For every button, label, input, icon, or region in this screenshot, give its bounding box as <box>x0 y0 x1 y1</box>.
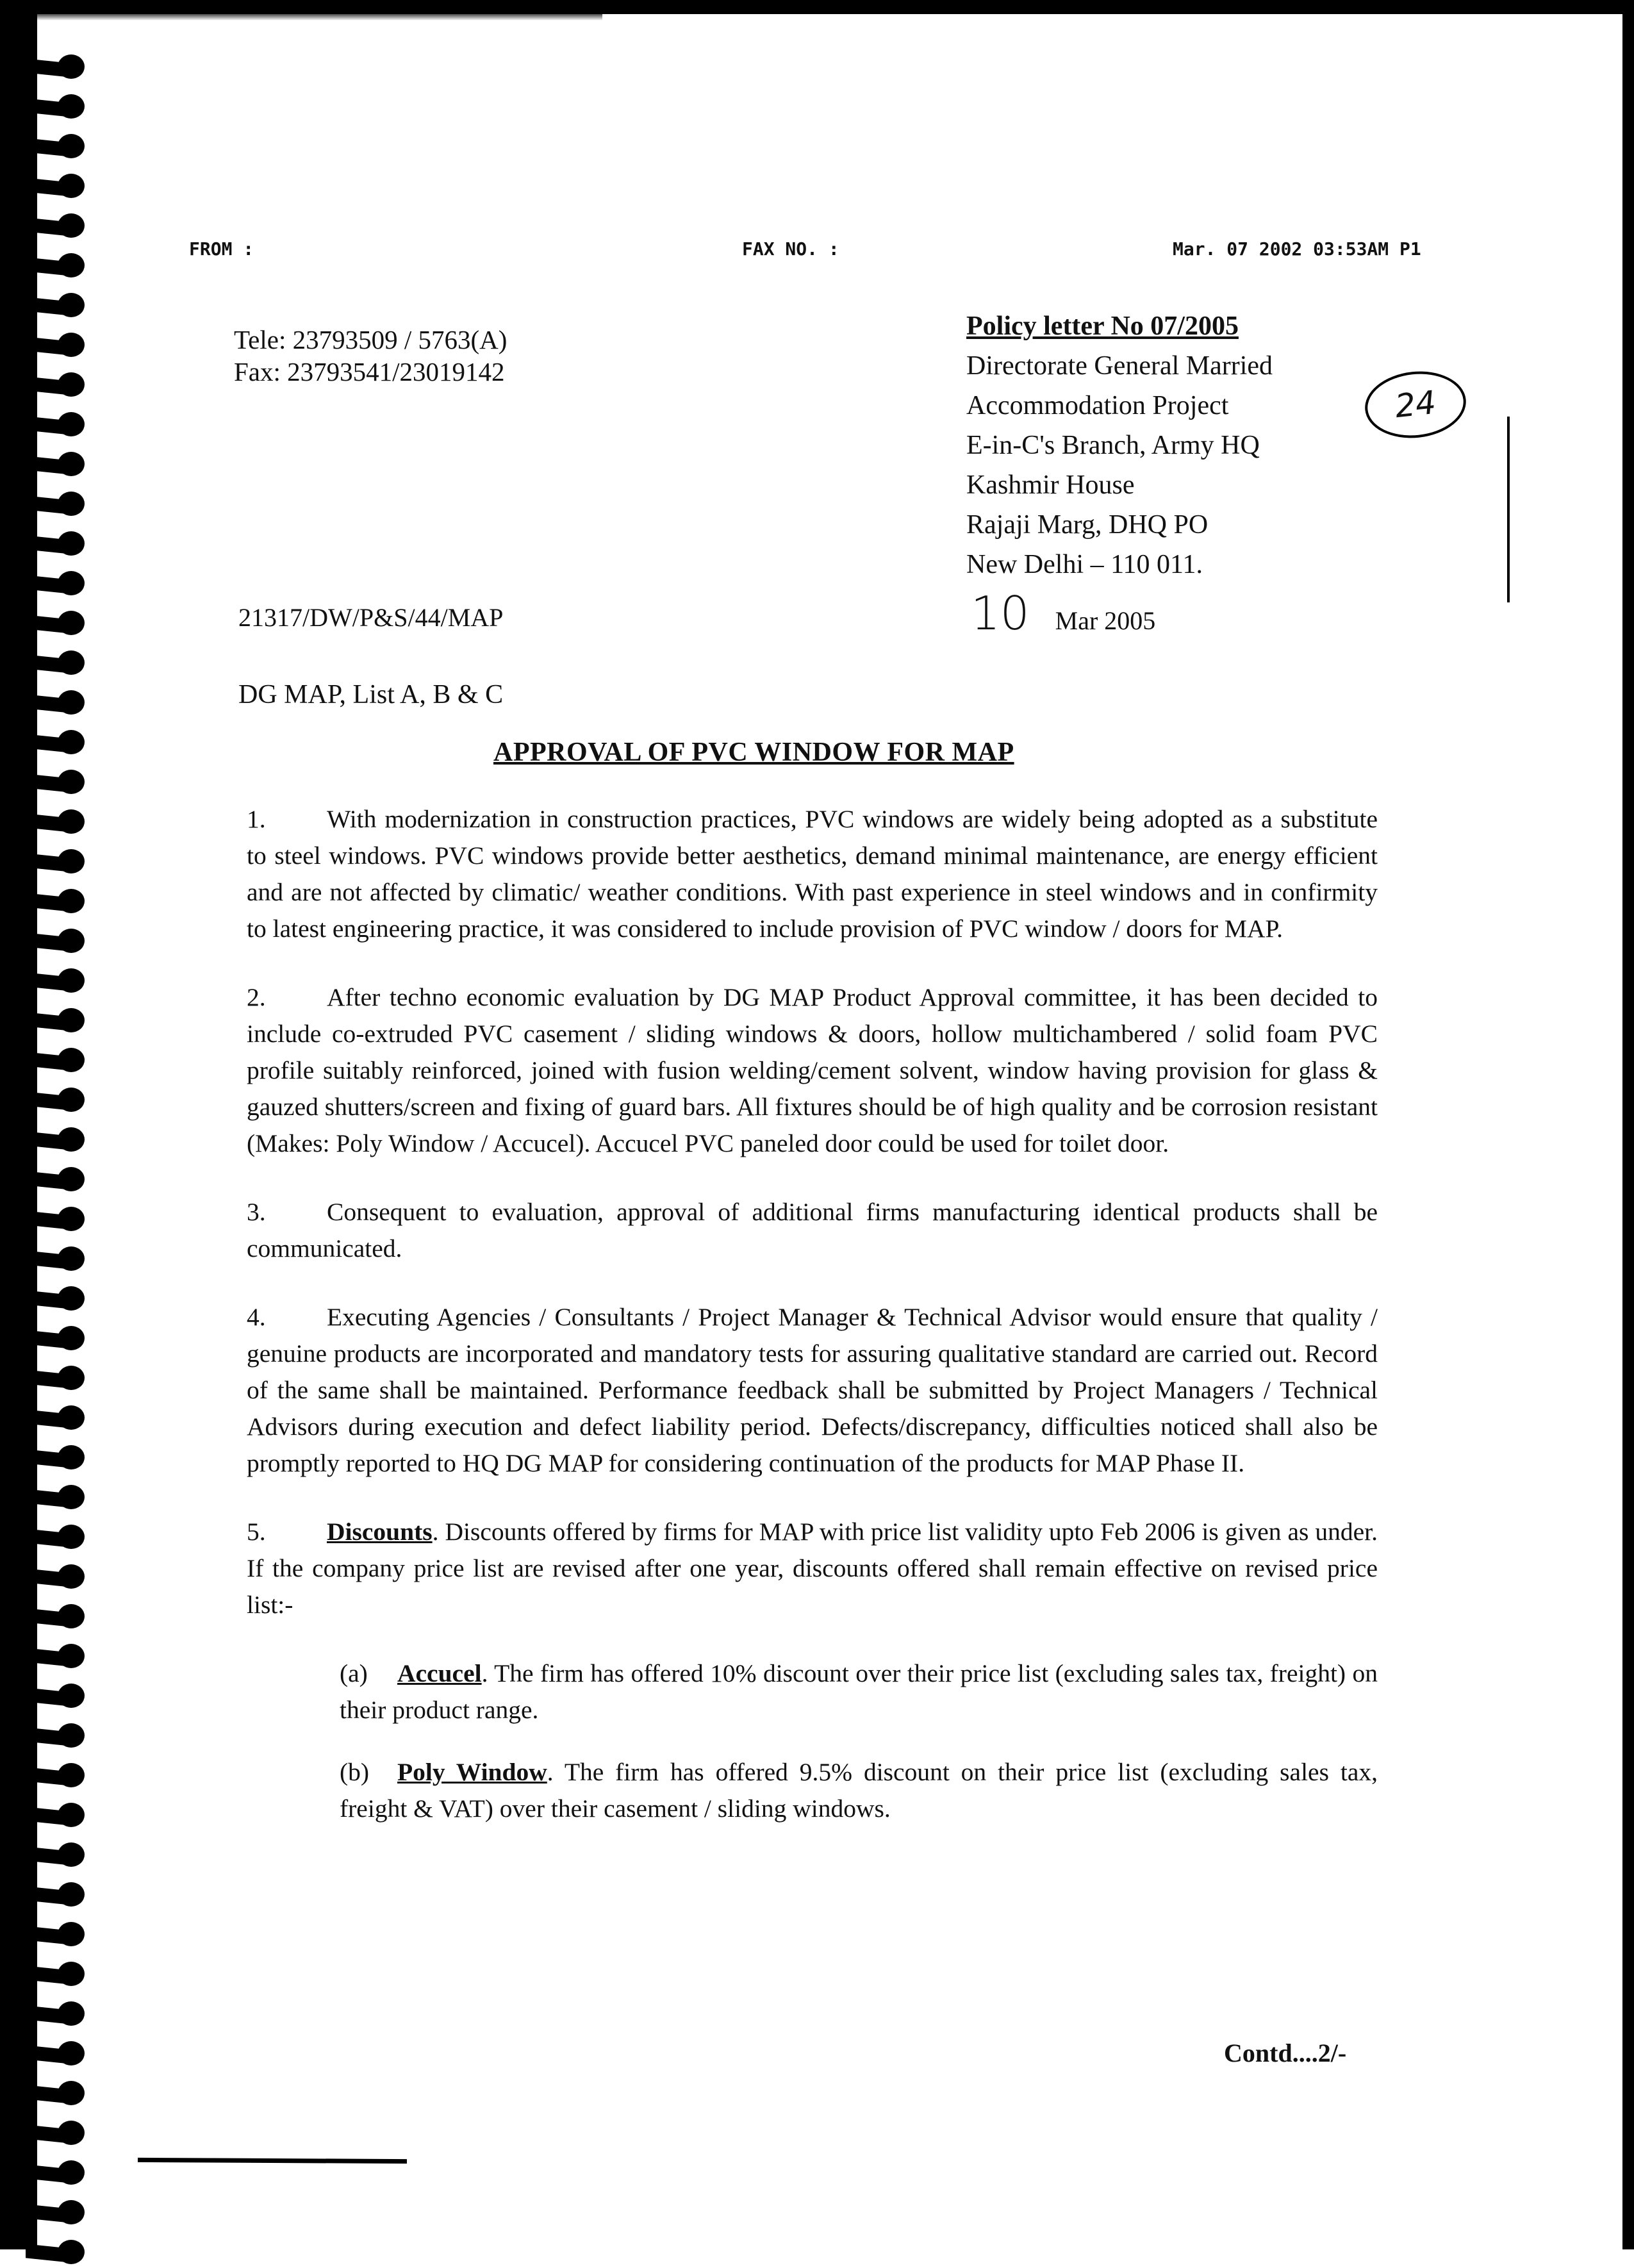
paragraph-number: 3. <box>247 1198 266 1226</box>
policy-letter-number: Policy letter No 07/2005 <box>966 311 1239 341</box>
binding-ring-knob <box>58 1803 85 1827</box>
paragraph-1 <box>247 801 1378 947</box>
binding-ring <box>26 1207 96 1235</box>
binding-ring <box>26 2081 96 2109</box>
binding-ring-knob <box>58 1922 85 1946</box>
binding-ring-knob <box>58 1564 85 1589</box>
paragraph-text: Consequent to evaluation, approval of additional firms manufacturing identical products shall be communicated. <box>247 1198 1378 1262</box>
paragraph-text: With modernization in construction practices, PVC windows are widely being adopted as a substitute to steel windows. PVC windows provide better aesthetics, demand minimal maintenance, are energy efficient and are not affected by climatic/ weather conditions. With past experience in steel windows and in confirmity to latest engineering practice, it was considered to include provision of PVC window / doors for MAP. <box>247 805 1378 943</box>
binding-ring-knob <box>58 213 85 238</box>
binding-ring-knob <box>58 770 85 794</box>
binding-ring-knob <box>58 1525 85 1549</box>
sub-item-b <box>340 1754 1378 1827</box>
distribution-list: DG MAP, List A, B & C <box>238 680 504 709</box>
binding-ring-knob <box>58 1962 85 1986</box>
binding-ring <box>26 1088 96 1116</box>
binding-ring-knob <box>58 531 85 556</box>
binding-ring-knob <box>58 54 85 79</box>
binding-ring-knob <box>58 94 85 119</box>
binding-ring <box>26 1048 96 1076</box>
binding-ring-knob <box>58 372 85 397</box>
binding-ring-knob <box>58 1763 85 1787</box>
binding-ring-knob <box>58 1405 85 1430</box>
paragraph-number: 2. <box>247 983 266 1011</box>
binding-ring <box>26 730 96 758</box>
binding-ring <box>26 809 96 838</box>
binding-ring-knob <box>58 2121 85 2145</box>
binding-ring <box>26 452 96 480</box>
binding-ring-knob <box>58 1882 85 1907</box>
binding-ring <box>26 1326 96 1354</box>
binding-ring <box>26 1803 96 1831</box>
footer-rule <box>138 2158 407 2164</box>
binding-ring-knob <box>58 1048 85 1072</box>
binding-ring <box>26 2041 96 2069</box>
binding-ring-knob <box>58 809 85 834</box>
scan-right-edge <box>1622 0 1634 2249</box>
binding-ring <box>26 889 96 917</box>
binding-ring-knob <box>58 2001 85 2026</box>
binding-ring <box>26 1286 96 1314</box>
binding-ring <box>26 2001 96 2030</box>
binding-ring <box>26 94 96 122</box>
sub-item-label: (a) <box>340 1659 368 1687</box>
binding-ring-knob <box>58 1008 85 1032</box>
binding-ring-knob <box>58 452 85 476</box>
binding-ring-knob <box>58 611 85 635</box>
address-line: Kashmir House <box>966 470 1135 500</box>
binding-ring <box>26 134 96 162</box>
binding-ring-knob <box>58 889 85 913</box>
binding-ring-knob <box>58 968 85 993</box>
binding-ring <box>26 770 96 798</box>
binding-ring <box>26 1723 96 1751</box>
paragraph-number: 1. <box>247 805 266 833</box>
binding-ring <box>26 531 96 559</box>
binding-ring <box>26 611 96 639</box>
binding-ring <box>26 492 96 520</box>
binding-ring <box>26 571 96 599</box>
binding-ring <box>26 2200 96 2228</box>
binding-ring-knob <box>58 1445 85 1469</box>
binding-ring <box>26 174 96 202</box>
binding-ring <box>26 293 96 321</box>
binding-ring <box>26 1962 96 1990</box>
paragraph-4 <box>247 1299 1378 1482</box>
fax-numbers: Fax: 23793541/23019142 <box>234 357 505 386</box>
binding-ring <box>26 1644 96 1672</box>
address-line: Accommodation Project <box>966 391 1229 420</box>
binding-ring <box>26 1763 96 1791</box>
binding-ring <box>26 1405 96 1434</box>
binding-ring <box>26 333 96 361</box>
binding-ring <box>26 1564 96 1593</box>
address-line: New Delhi – 110 011. <box>966 550 1203 579</box>
paragraph-text: After techno economic evaluation by DG MAP Product Approval committee, it has been decided to include co-extruded PVC casement / sliding windows & doors, hollow multichambered / solid foam PVC profile suitably reinforced, joined with fusion welding/cement solvent, window having provision for glass & gauzed shutters/screen and fixing of guard bars. All fixtures should be of high quality and be corrosion resistant (Makes: Poly Window / Accucel). Accucel PVC paneled door could be used for toilet door. <box>247 983 1378 1157</box>
letterhead <box>966 306 1273 584</box>
paragraph-3 <box>247 1194 1378 1267</box>
binding-ring-knob <box>58 929 85 953</box>
binding-ring <box>26 2121 96 2149</box>
paragraph-number: 4. <box>247 1303 266 1331</box>
binding-ring-knob <box>58 2200 85 2224</box>
binding-ring <box>26 929 96 957</box>
fax-header <box>0 238 1634 264</box>
fax-timestamp: Mar. 07 2002 03:53AM P1 <box>1173 238 1421 260</box>
binding-ring <box>26 2160 96 2189</box>
paragraph-heading: Discounts <box>327 1518 433 1546</box>
binding-ring-knob <box>58 1485 85 1509</box>
binding-ring <box>26 968 96 997</box>
address-line: Rajaji Marg, DHQ PO <box>966 510 1209 540</box>
handwritten-day: 10 <box>971 586 1030 640</box>
binding-ring-knob <box>58 293 85 317</box>
binding-ring-knob <box>58 1246 85 1271</box>
binding-ring-knob <box>58 174 85 198</box>
binding-ring <box>26 1127 96 1155</box>
sub-item-a <box>340 1655 1378 1728</box>
month-year: Mar 2005 <box>1055 606 1156 635</box>
binding-ring-knob <box>58 1286 85 1311</box>
letter-body <box>247 801 1378 1853</box>
binding-ring-knob <box>58 2041 85 2065</box>
binding-ring <box>26 1525 96 1553</box>
address-line: E-in-C's Branch, Army HQ <box>966 431 1260 460</box>
continued-marker: Contd....2/- <box>1224 2039 1347 2067</box>
fax-from-label: FROM : <box>189 238 254 260</box>
binding-ring <box>26 650 96 679</box>
sub-item-heading: Poly Window <box>397 1758 547 1786</box>
paragraph-text: . Discounts offered by firms for MAP with price list validity upto Feb 2006 is given as under. If the company price list are revised after one year, discounts offered shall remain effective on revised price list:- <box>247 1518 1378 1619</box>
contact-block <box>234 324 507 388</box>
binding-ring-knob <box>58 412 85 436</box>
binding-ring-knob <box>58 1207 85 1231</box>
binding-ring-knob <box>58 1366 85 1390</box>
binding-ring <box>26 412 96 440</box>
binding-ring-knob <box>58 134 85 158</box>
binding-ring <box>26 1167 96 1195</box>
paragraph-2 <box>247 979 1378 1162</box>
binding-ring-knob <box>58 253 85 277</box>
sub-item-heading: Accucel <box>397 1659 482 1687</box>
binding-ring-knob <box>58 1723 85 1748</box>
binding-ring <box>26 1008 96 1036</box>
binding-ring-knob <box>58 1326 85 1350</box>
binding-ring <box>26 1445 96 1473</box>
binding-ring-knob <box>58 2160 85 2185</box>
telephone-numbers: Tele: 23793509 / 5763(A) <box>234 325 508 354</box>
paragraph-5 <box>247 1514 1378 1623</box>
scan-top-shadow <box>26 12 602 21</box>
binding-ring <box>26 213 96 242</box>
paragraph-text: Executing Agencies / Consultants / Project Manager & Technical Advisor would ensure that quality / genuine products are incorporated and mandatory tests for assuring qualitative standard are carried out. Record of the same shall be maintained. Performance feedback shall be submitted by Project Managers / Technical Advisors during execution and defect liability period. Defects/discrepancy, difficulties noticed shall also be promptly reported to HQ DG MAP for considering continuation of the products for MAP Phase II. <box>247 1303 1378 1477</box>
reference-number: 21317/DW/P&S/44/MAP <box>238 603 504 632</box>
binding-ring-knob <box>58 650 85 675</box>
margin-line <box>1507 417 1510 602</box>
binding-ring-knob <box>58 849 85 873</box>
binding-ring-knob <box>58 2240 85 2264</box>
binding-ring-knob <box>58 690 85 715</box>
sub-item-label: (b) <box>340 1758 370 1786</box>
binding-ring-knob <box>58 571 85 595</box>
binding-ring <box>26 690 96 718</box>
paragraph-number: 5. <box>247 1518 266 1546</box>
sub-item-text: . The firm has offered 10% discount over their price list (excluding sales tax, freight) on their product range. <box>340 1659 1378 1724</box>
binding-ring-knob <box>58 1088 85 1112</box>
binding-ring <box>26 2240 96 2268</box>
binding-ring-knob <box>58 730 85 754</box>
binding-ring <box>26 1922 96 1950</box>
binding-ring-knob <box>58 492 85 516</box>
binding-ring <box>26 253 96 281</box>
document-title: APPROVAL OF PVC WINDOW FOR MAP <box>493 738 1014 767</box>
binding-ring-knob <box>58 333 85 357</box>
binding-ring-knob <box>58 1842 85 1867</box>
binding-ring <box>26 849 96 877</box>
binding-ring <box>26 54 96 83</box>
binding-ring-knob <box>58 1167 85 1191</box>
sub-item-text: . The firm has offered 9.5% discount on their price list (excluding sales tax, freight & VAT) over their casement / sliding windows. <box>340 1758 1378 1823</box>
binding-ring <box>26 1485 96 1513</box>
binding-ring <box>26 372 96 401</box>
binding-ring <box>26 1604 96 1632</box>
binding-ring-knob <box>58 1604 85 1628</box>
binding-ring <box>26 1246 96 1275</box>
letter-date <box>971 586 1155 640</box>
binding-ring-knob <box>58 1127 85 1152</box>
binding-ring <box>26 1684 96 1712</box>
fax-number-label: FAX NO. : <box>742 238 839 260</box>
binding-ring <box>26 1366 96 1394</box>
address-line: Directorate General Married <box>966 351 1273 381</box>
binding-ring <box>26 1882 96 1910</box>
binding-ring-knob <box>58 1644 85 1668</box>
binding-ring <box>26 1842 96 1871</box>
binding-ring-knob <box>58 2081 85 2105</box>
binding-ring-knob <box>58 1684 85 1708</box>
handwritten-page-number: 24 <box>1362 367 1469 443</box>
